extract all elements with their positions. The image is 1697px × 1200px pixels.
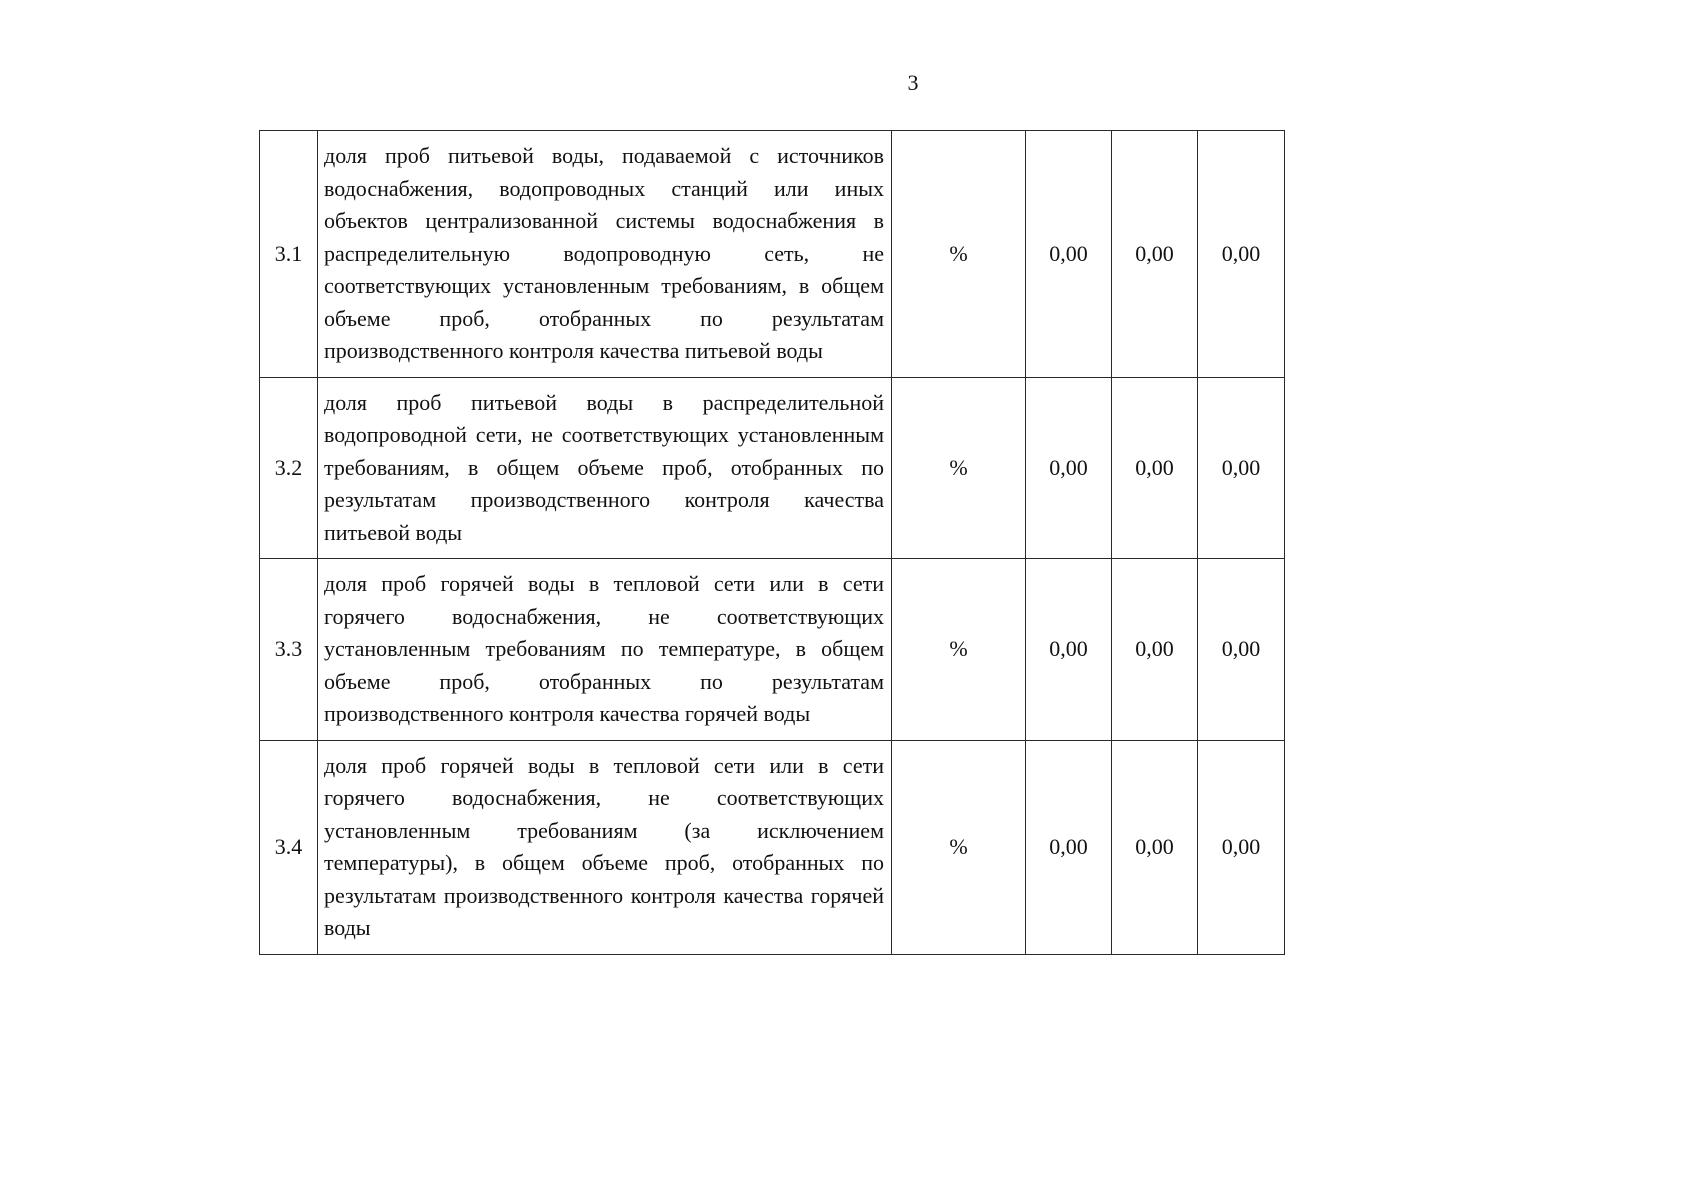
value-cell: 0,00 bbox=[1198, 377, 1285, 559]
unit-cell: % bbox=[892, 131, 1026, 378]
value-cell: 0,00 bbox=[1112, 740, 1198, 954]
value-cell: 0,00 bbox=[1026, 559, 1112, 741]
row-number: 3.2 bbox=[260, 377, 318, 559]
row-number: 3.4 bbox=[260, 740, 318, 954]
indicator-description: доля проб горячей воды в тепловой сети или в сети горячего водоснабжения, не соответствующих установленным требованиям по температуре, в общем объеме проб, отобранных по результатам производственного контроля качества горячей воды bbox=[318, 559, 892, 741]
table-row bbox=[260, 559, 1285, 741]
value-cell: 0,00 bbox=[1026, 740, 1112, 954]
unit-cell: % bbox=[892, 377, 1026, 559]
value-cell: 0,00 bbox=[1026, 377, 1112, 559]
row-number: 3.3 bbox=[260, 559, 318, 741]
indicator-description: доля проб горячей воды в тепловой сети или в сети горячего водоснабжения, не соответствующих установленным требованиям (за исключением температуры), в общем объеме проб, отобранных по результатам производственного контроля качества горячей воды bbox=[318, 740, 892, 954]
value-cell: 0,00 bbox=[1112, 131, 1198, 378]
unit-cell: % bbox=[892, 740, 1026, 954]
value-cell: 0,00 bbox=[1112, 377, 1198, 559]
row-number: 3.1 bbox=[260, 131, 318, 378]
value-cell: 0,00 bbox=[1198, 131, 1285, 378]
table-row bbox=[260, 740, 1285, 954]
unit-cell: % bbox=[892, 559, 1026, 741]
table-row bbox=[260, 377, 1285, 559]
indicator-description: доля проб питьевой воды в распределительной водопроводной сети, не соответствующих установленным требованиям, в общем объеме проб, отобранных по результатам производственного контроля качества питьевой воды bbox=[318, 377, 892, 559]
value-cell: 0,00 bbox=[1198, 740, 1285, 954]
value-cell: 0,00 bbox=[1112, 559, 1198, 741]
page-number: 3 bbox=[907, 70, 919, 95]
table-row bbox=[260, 131, 1285, 378]
indicators-table bbox=[259, 130, 1285, 955]
value-cell: 0,00 bbox=[1198, 559, 1285, 741]
value-cell: 0,00 bbox=[1026, 131, 1112, 378]
indicator-description: доля проб питьевой воды, подаваемой с источников водоснабжения, водопроводных станций или иных объектов централизованной системы водоснабжения в распределительную водопроводную сеть, не соответствующих установленным требованиям, в общем объеме проб, отобранных по результатам производственного контроля качества питьевой воды bbox=[318, 131, 892, 378]
